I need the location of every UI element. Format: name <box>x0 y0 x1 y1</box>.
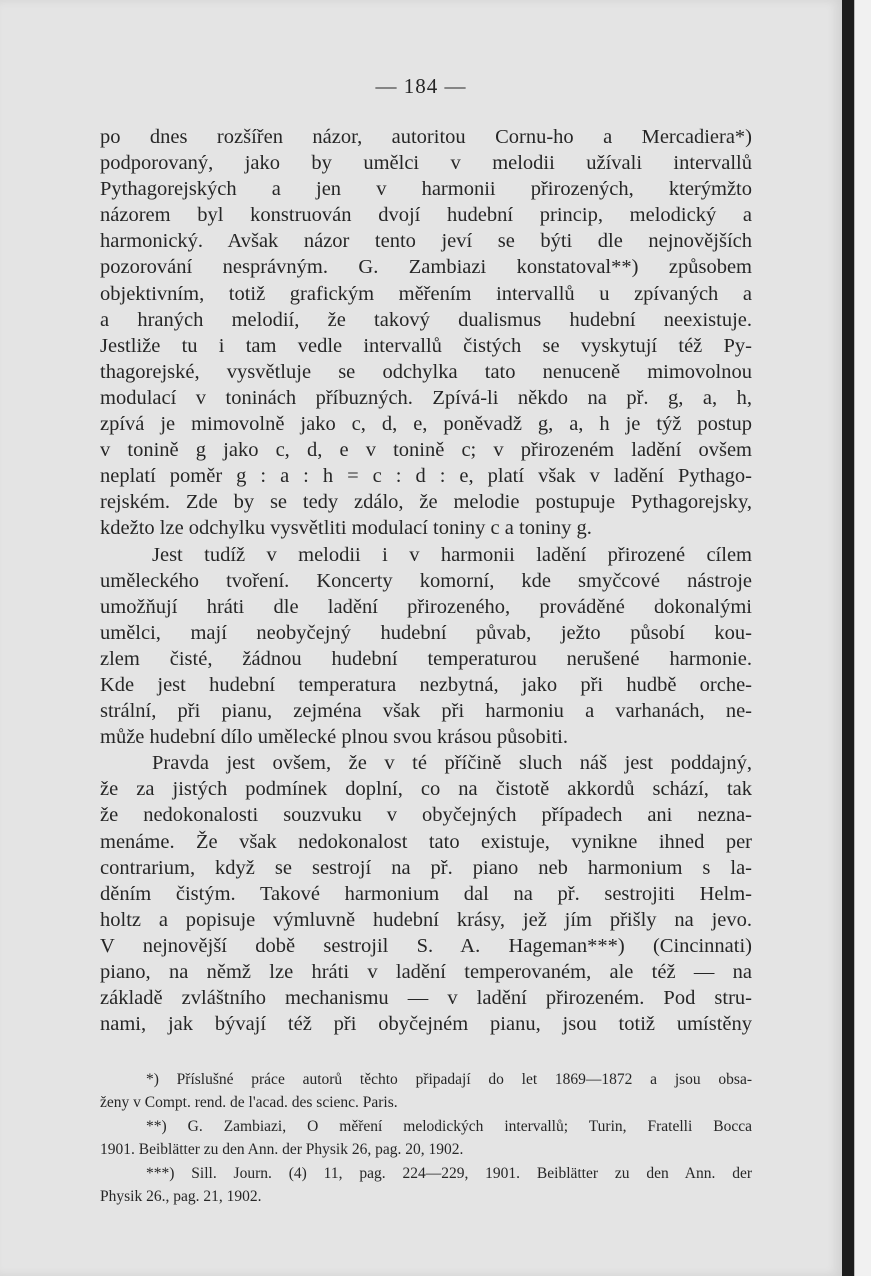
text-line: piano, na němž lze hráti v ladění temperovaném, ale též — na <box>100 961 752 983</box>
text-line: zlem čisté, žádnou hudební temperaturou nerušené harmonie. <box>100 647 752 670</box>
text-line: po dnes rozšířen názor, autoritou Cornu-ho a Mercadiera*) <box>100 126 752 148</box>
footnote-line: ženy v Compt. rend. de l'acad. des scienc. Paris. <box>100 1094 398 1112</box>
text-line: strální, při pianu, zejména však při harmoniu a varhanách, ne- <box>100 700 752 723</box>
text-line: zpívá je mimovolně jako c, d, e, poněvadž g, a, h je týž postup <box>100 413 752 436</box>
text-line: nami, jak bývají též při obyčejném pianu, jsou totiž umístěny <box>100 1013 752 1036</box>
body-text <box>100 124 752 1037</box>
text-line: harmonický. Avšak názor tento jeví se býti dle nejnovějších <box>100 230 752 253</box>
footnotes <box>100 1068 752 1208</box>
page-edge-shadow <box>842 0 854 1276</box>
text-line: že nedokonalosti souzvuku v obyčejných případech ani nezna- <box>100 804 752 827</box>
footnote-line: *) Příslušné práce autorů těchto připadají do let 1869—1872 a jsou obsa- <box>146 1071 752 1088</box>
next-page-edge <box>854 0 871 1276</box>
text-line: V nejnovější době sestrojil S. A. Hageman***) (Cincinnati) <box>100 934 752 957</box>
text-line: že za jistých podmínek doplní, co na čistotě akkordů schází, tak <box>100 778 752 801</box>
page-number: — 184 — <box>375 74 467 98</box>
text-line: kdežto lze odchylku vysvětliti modulací toniny c a toniny g. <box>100 517 592 540</box>
paragraph-start-line: Pravda jest ovšem, že v té příčině sluch náš jest poddajný, <box>152 752 752 775</box>
text-line: děním čistým. Takové harmonium dal na př. sestrojiti Helm- <box>100 882 752 905</box>
footnote-line: ***) Sill. Journ. (4) 11, pag. 224—229, 1901. Beiblätter zu den Ann. der <box>146 1164 752 1182</box>
text-line: contrarium, když se sestrojí na př. piano neb harmonium s la- <box>100 856 752 879</box>
text-line: holtz a popisuje výmluvně hudební krásy, jež jím přišly na jevo. <box>100 908 752 931</box>
text-line: modulací v toninách příbuzných. Zpívá-li někdo na př. g, a, h, <box>100 386 752 409</box>
text-line: v tonině g jako c, d, e v tonině c; v přirozeném ladění ovšem <box>100 439 752 462</box>
text-line: uměleckého tvoření. Koncerty komorní, kde smyčcové nástroje <box>100 569 752 592</box>
text-line: thagorejské, vysvětluje se odchylka tato nenuceně mimovolnou <box>100 360 752 383</box>
text-line: základě zvláštního mechanismu — v ladění přirozeném. Pod stru- <box>100 987 752 1010</box>
text-line: menáme. Že však nedokonalost tato existuje, vynikne ihned per <box>100 830 752 853</box>
text-line: pozorování nesprávným. G. Zambiazi konstatoval**) způsobem <box>100 256 752 279</box>
text-line: Kde jest hudební temperatura nezbytná, jako při hudbě orche- <box>100 673 752 696</box>
text-line: objektivním, totiž grafickým měřením intervallů u zpívaných a <box>100 282 752 305</box>
footnote-line: 1901. Beiblätter zu den Ann. der Physik 26, pag. 20, 1902. <box>100 1141 464 1159</box>
text-line: umožňují hráti dle ladění přirozeného, prováděné dokonalými <box>100 595 752 618</box>
paragraph-start-line: Jest tudíž v melodii i v harmonii ladění přirozené cílem <box>152 543 752 566</box>
footnote-line: Physik 26., pag. 21, 1902. <box>100 1187 262 1205</box>
text-line: umělci, mají neobyčejný hudební půvab, ježto působí kou- <box>100 621 752 644</box>
text-line: neplatí poměr g : a : h = c : d : e, platí však v ladění Pythago- <box>100 465 752 488</box>
text-line: rejském. Zde by se tedy zdálo, že melodie postupuje Pythagorejsky, <box>100 491 752 514</box>
text-line: názorem byl konstruován dvojí hudební princip, melodický a <box>100 204 752 227</box>
text-line: Jestliže tu i tam vedle intervallů čistých se vyskytují též Py- <box>100 334 752 357</box>
text-line: podporovaný, jako by umělci v melodii užívali intervallů <box>100 152 752 175</box>
footnote-line: **) G. Zambiazi, O měření melodických intervallů; Turin, Fratelli Bocca <box>146 1117 752 1135</box>
text-line: Pythagorejských a jen v harmonii přirozených, kterýmžto <box>100 178 752 201</box>
text-line: může hudební dílo umělecké plnou svou krásou působiti. <box>100 726 569 749</box>
text-line: a hraných melodií, že takový dualismus hudební neexistuje. <box>100 308 752 331</box>
